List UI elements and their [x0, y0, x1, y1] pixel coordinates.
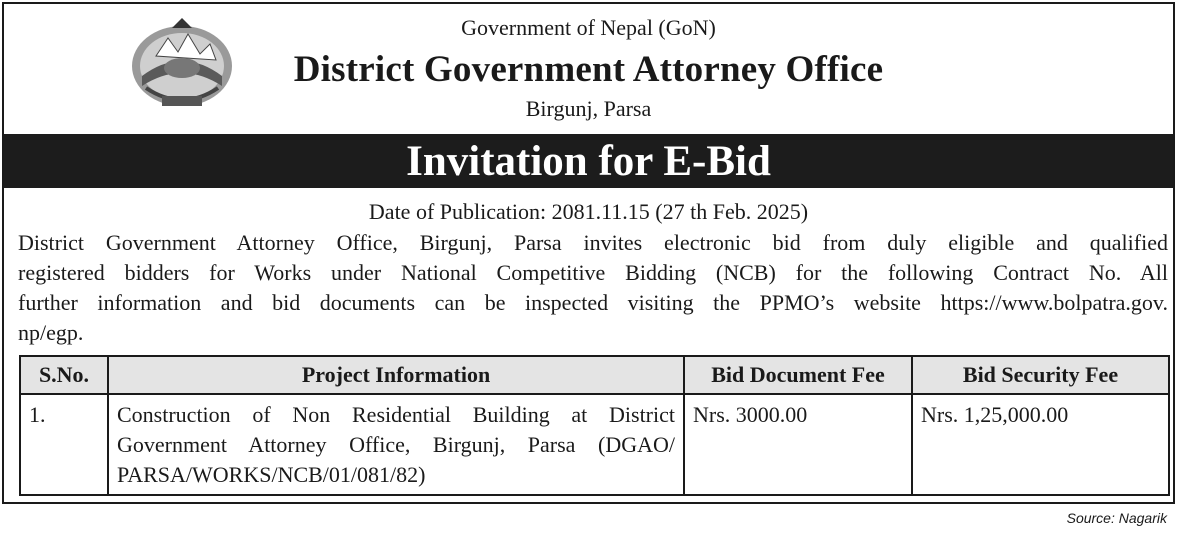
project-line: Government Attorney Office, Birgunj, Parsa (DGAO/ [117, 432, 675, 457]
notice-body-line: further information and bid documents can be inspected visiting the PPMO’s website https://www.bolpatra.gov. [18, 290, 1168, 315]
source-credit: Source: Nagarik [1066, 510, 1167, 526]
header-sno: S.No. [20, 356, 108, 394]
cell-bid-document-fee: Nrs. 3000.00 [684, 394, 912, 495]
office-location: Birgunj, Parsa [525, 96, 652, 121]
project-line: PARSA/WORKS/NCB/01/081/82) [117, 462, 426, 487]
notice-header [4, 4, 1173, 136]
table-header-row [20, 356, 1169, 394]
cell-bid-security-fee: Nrs. 1,25,000.00 [912, 394, 1169, 495]
cell-sno: 1. [20, 394, 108, 495]
bid-table [19, 355, 1170, 496]
government-name: Government of Nepal (GoN) [461, 15, 716, 40]
notice-body [18, 228, 1168, 348]
table-row [20, 394, 1169, 495]
notice-body-line: registered bidders for Works under National Competitive Bidding (NCB) for the following Contract No. All [18, 260, 1168, 285]
publication-date: Date of Publication: 2081.11.15 (27 th Feb. 2025) [368, 199, 809, 224]
notice-body-line: np/egp. [18, 320, 84, 345]
header-project-information: Project Information [108, 356, 684, 394]
notice-frame [2, 2, 1175, 504]
notice-body-line: District Government Attorney Office, Birgunj, Parsa invites electronic bid from duly eligible and qualified [18, 230, 1168, 255]
header-bid-document-fee: Bid Document Fee [684, 356, 912, 394]
cell-project-information [108, 394, 684, 495]
header-bid-security-fee: Bid Security Fee [912, 356, 1169, 394]
office-title: District Government Attorney Office [293, 49, 884, 90]
notice-title-banner: Invitation for E-Bid [4, 134, 1173, 188]
project-line: Construction of Non Residential Building at District [117, 402, 675, 427]
